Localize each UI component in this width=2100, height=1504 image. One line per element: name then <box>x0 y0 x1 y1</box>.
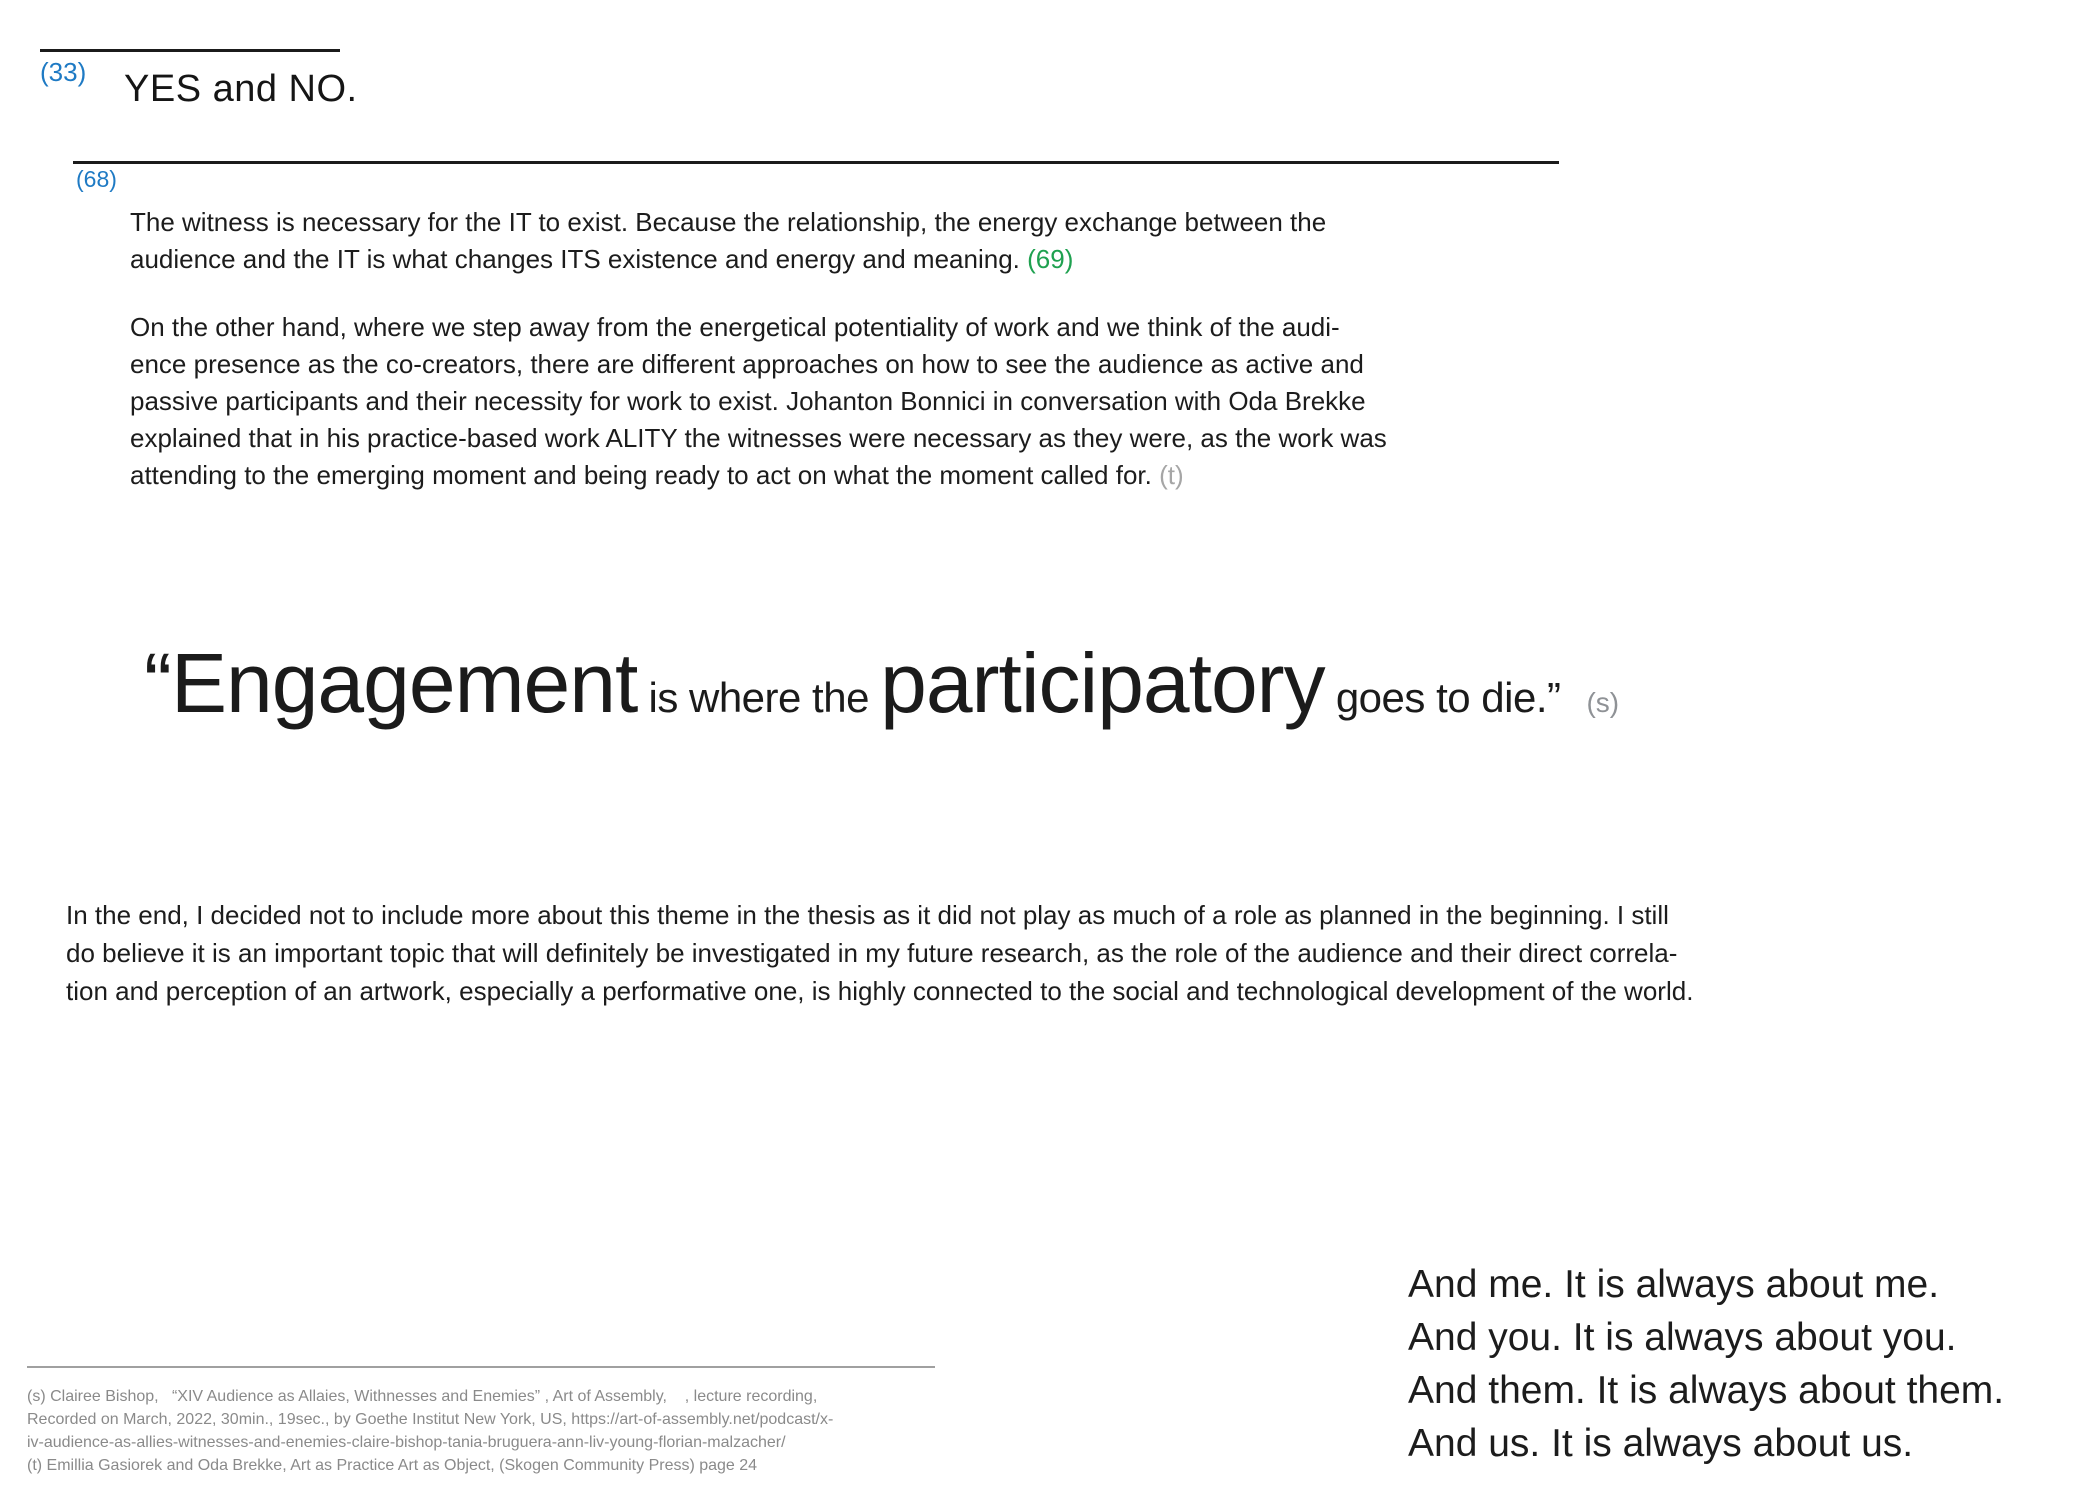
paragraph-line: passive participants and their necessity for work to exist. Johanton Bonnici in conversation with Oda Brekke <box>130 386 1366 416</box>
footnote-line: Recorded on March, 2022, 30min., 19sec., by Goethe Institut New York, US, https://art-of-assembly.net/podcast/x- <box>27 1411 834 1428</box>
pull-quote-big-segment: “Engagement <box>144 636 638 730</box>
footnote-line: (t) Emillia Gasiorek and Oda Brekke, Art as Practice Art as Object, (Skogen Community Press) page 24 <box>27 1457 758 1474</box>
citation-marker-69: (69) <box>1027 244 1074 274</box>
section-title: YES and NO. <box>124 68 358 110</box>
paragraph-witness <box>130 204 1326 278</box>
paragraph-line <box>130 241 1326 278</box>
pull-quote-big-segment: participatory <box>880 636 1325 730</box>
citation-marker-t: (t) <box>1159 460 1184 490</box>
footnote-divider <box>27 1366 935 1368</box>
refrain-line: And us. It is always about us. <box>1408 1422 1914 1465</box>
paragraph-line: do believe it is an important topic that will definitely be investigated in my future research, as the role of the audience and their direct correla- <box>66 938 1678 968</box>
paragraph-line-text: audience and the IT is what changes ITS existence and energy and meaning. <box>130 244 1020 274</box>
refrain-line: And them. It is always about them. <box>1408 1369 2005 1412</box>
pull-quote <box>144 636 1620 730</box>
refrain-line: And me. It is always about me. <box>1408 1263 1940 1306</box>
paragraph-other-hand <box>130 309 1387 494</box>
footnote-line: iv-audience-as-allies-witnesses-and-enemies-claire-bishop-tania-bruguera-ann-liv-young-florian-malzacher/ <box>27 1434 786 1451</box>
paragraph-line: In the end, I decided not to include more about this theme in the thesis as it did not play as much of a role as planned in the beginning. I still <box>66 900 1669 930</box>
refrain-block <box>1408 1258 2004 1470</box>
paragraph-line: explained that in his practice-based work ALITY the witnesses were necessary as they were, as the work was <box>130 423 1387 453</box>
pull-quote-small-segment: goes to die.” <box>1324 674 1561 721</box>
paragraph-line: ence presence as the co-creators, there are different approaches on how to see the audience as active and <box>130 349 1364 379</box>
refrain-line: And you. It is always about you. <box>1408 1316 1957 1359</box>
paragraph-line <box>130 457 1387 494</box>
note-marker-33: (33) <box>40 57 87 87</box>
paragraph-line: tion and perception of an artwork, especially a performative one, is highly connected to the social and technological development of the world. <box>66 976 1694 1006</box>
paragraph-line: On the other hand, where we step away from the energetical potentiality of work and we think of the audi- <box>130 312 1340 342</box>
paragraph-line-text: attending to the emerging moment and being ready to act on what the moment called for. <box>130 460 1152 490</box>
paragraph-line: The witness is necessary for the IT to exist. Because the relationship, the energy exchange between the <box>130 207 1327 237</box>
note-marker-68: (68) <box>76 166 117 192</box>
section-rule <box>73 161 1559 164</box>
citation-marker-s: (s) <box>1586 687 1620 718</box>
footnote-line: (s) Clairee Bishop, “XIV Audience as Allaies, Withnesses and Enemies” , Art of Assembly, , lecture recording, <box>27 1388 818 1405</box>
paragraph-conclusion <box>66 896 1693 1010</box>
title-overline-rule <box>40 49 340 52</box>
pull-quote-small-segment: is where the <box>637 674 881 721</box>
footnotes <box>27 1385 833 1477</box>
